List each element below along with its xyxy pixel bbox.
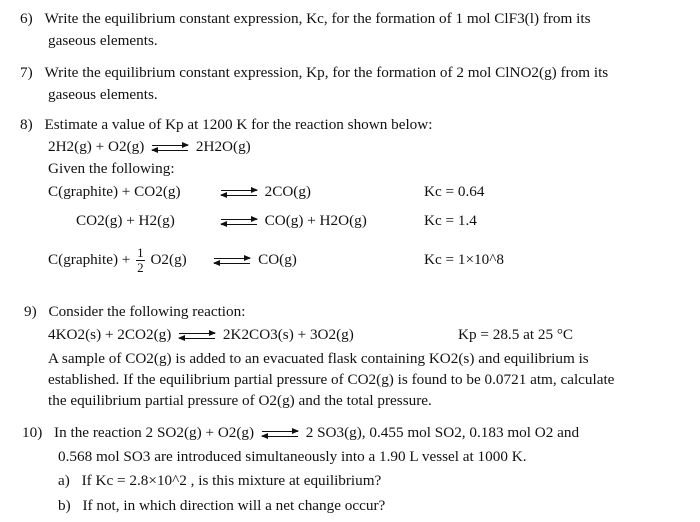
q8-row3-left-a: C(graphite) + xyxy=(48,250,131,268)
equilibrium-arrow-icon xyxy=(221,187,257,199)
q6-text-line1: Write the equilibrium constant expression, Kc, for the formation of 1 mol ClF3(l) from its xyxy=(44,10,591,27)
q8-row3-k: Kc = 1×10^8 xyxy=(424,251,504,268)
equilibrium-arrow-icon xyxy=(179,330,215,342)
q7-number: 7) xyxy=(20,64,33,81)
q8-row1-k: Kc = 0.64 xyxy=(424,183,485,200)
q6-line1 xyxy=(20,10,590,28)
q6-text-line2: gaseous elements. xyxy=(48,32,158,49)
q8-row3 xyxy=(48,246,297,275)
q8-reaction-left: 2H2(g) + O2(g) xyxy=(48,138,145,155)
q7-text-line2: gaseous elements. xyxy=(48,86,158,103)
q8-given: Given the following: xyxy=(48,160,175,177)
q9-line1 xyxy=(24,303,245,321)
q7-line1 xyxy=(20,64,608,82)
q8-row1-right: 2CO(g) xyxy=(264,183,311,200)
q8-number: 8) xyxy=(20,116,33,133)
q9-para3: the equilibrium partial pressure of O2(g) and the total pressure. xyxy=(48,392,432,409)
fraction-denominator: 2 xyxy=(137,260,144,275)
equilibrium-arrow-icon xyxy=(262,428,298,440)
q9-reaction-right: 2K2CO3(s) + 3O2(g) xyxy=(222,326,354,343)
q10-line1-a: In the reaction 2 SO2(g) + O2(g) xyxy=(54,424,255,441)
equilibrium-arrow-icon xyxy=(214,255,250,267)
fraction-numerator: 1 xyxy=(137,245,144,260)
q8-row2-k: Kc = 1.4 xyxy=(424,212,477,229)
q10-a-label: a) xyxy=(58,472,70,489)
q8-line1 xyxy=(20,116,432,134)
q6-number: 6) xyxy=(20,10,33,27)
q9-reaction-left: 4KO2(s) + 2CO2(g) xyxy=(48,326,172,343)
q9-para1: A sample of CO2(g) is added to an evacuated flask containing KO2(s) and equilibrium is xyxy=(48,350,589,367)
q10-line1-b: 2 SO3(g), 0.455 mol SO2, 0.183 mol O2 and xyxy=(305,424,580,441)
q8-row2 xyxy=(76,212,367,230)
q8-row2-left: CO2(g) + H2(g) xyxy=(76,212,175,229)
q9-intro: Consider the following reaction: xyxy=(48,303,246,320)
q8-row3-left-b: O2(g) xyxy=(150,250,187,268)
q7-text-line1: Write the equilibrium constant expression, Kp, for the formation of 2 mol ClNO2(g) from its xyxy=(44,64,609,81)
half-fraction xyxy=(136,246,145,275)
q8-row1 xyxy=(48,183,311,201)
equilibrium-arrow-icon xyxy=(152,142,188,154)
q10-part-b xyxy=(58,497,385,515)
q9-para2: established. If the equilibrium partial pressure of CO2(g) is found to be 0.0721 atm, calculate xyxy=(48,371,615,388)
q8-row3-right: CO(g) xyxy=(258,250,297,268)
q10-b-label: b) xyxy=(58,497,71,514)
q8-row1-left: C(graphite) + CO2(g) xyxy=(48,183,181,200)
equilibrium-arrow-icon xyxy=(221,216,257,228)
q10-b-text: If not, in which direction will a net change occur? xyxy=(82,497,386,514)
q8-row2-right: CO(g) + H2O(g) xyxy=(264,212,367,229)
q10-number: 10) xyxy=(22,424,43,441)
q8-intro: Estimate a value of Kp at 1200 K for the reaction shown below: xyxy=(44,116,433,133)
q10-line2: 0.568 mol SO3 are introduced simultaneously into a 1.90 L vessel at 1000 K. xyxy=(58,448,527,465)
q10-a-text: If Kc = 2.8×10^2 , is this mixture at equilibrium? xyxy=(81,472,382,489)
q8-reaction xyxy=(48,138,251,156)
q9-number: 9) xyxy=(24,303,37,320)
q9-reaction xyxy=(48,326,354,344)
q10-line1 xyxy=(22,424,579,442)
q8-reaction-right: 2H2O(g) xyxy=(195,138,251,155)
q9-k: Kp = 28.5 at 25 °C xyxy=(458,326,574,343)
q10-part-a xyxy=(58,472,381,490)
